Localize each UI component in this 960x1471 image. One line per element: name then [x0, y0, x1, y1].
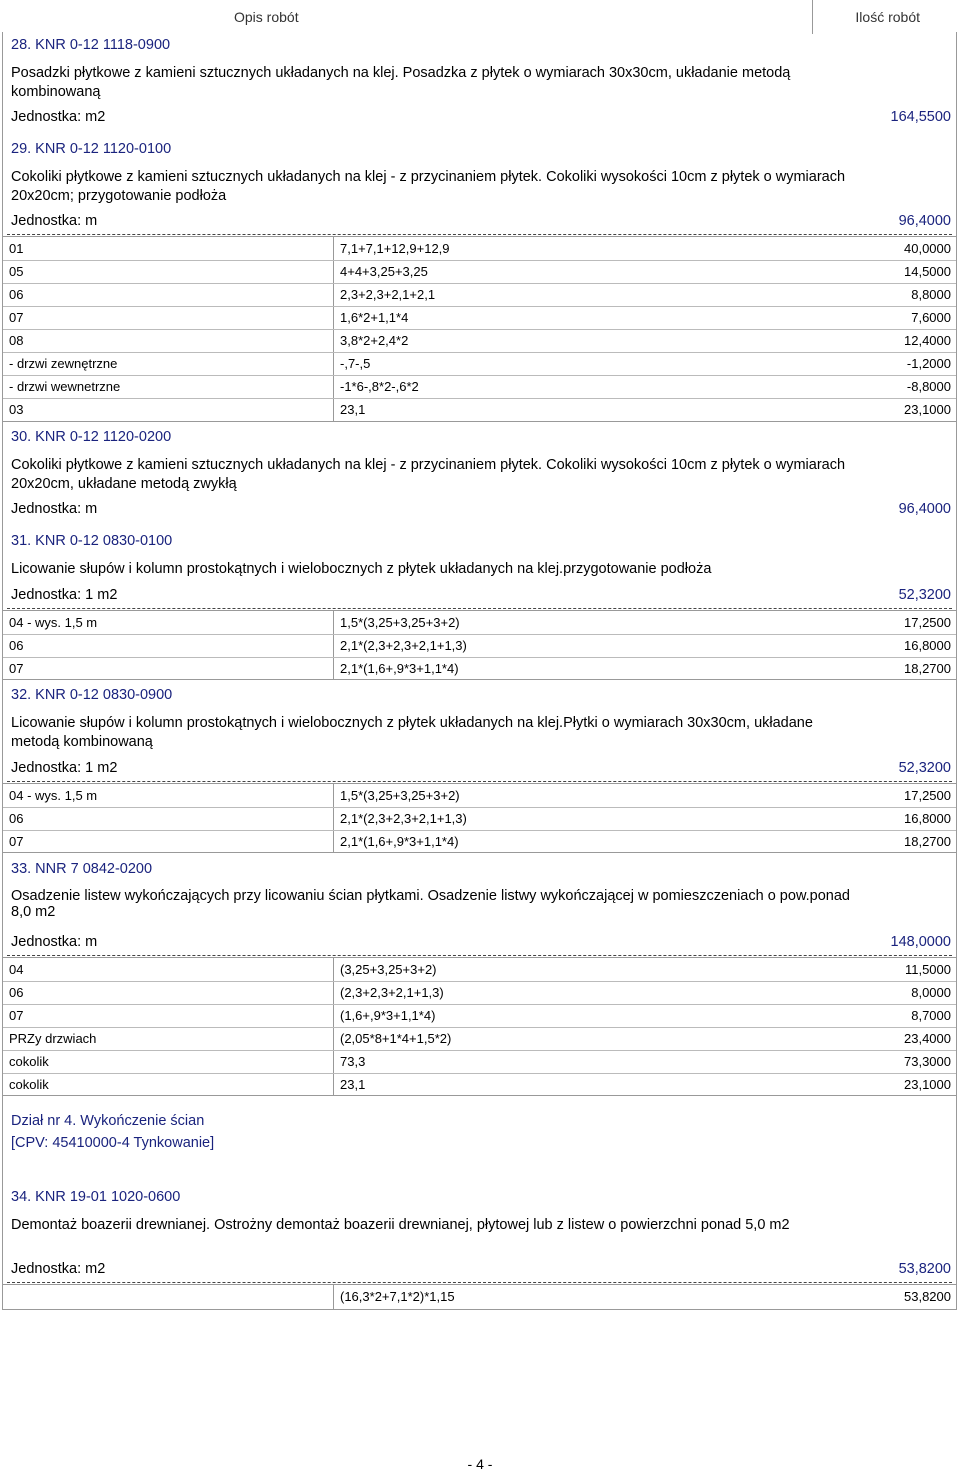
row-label: 03 [9, 402, 24, 417]
row-value: 23,1000 [904, 1077, 951, 1092]
item-title: 30. KNR 0-12 1120-0200 [11, 429, 172, 445]
row-label: 05 [9, 264, 24, 279]
item-unit-row [11, 109, 951, 129]
item-description: Cokoliki płytkowe z kamieni sztucznych układanych na klej - z przycinaniem płytek. Cokoliki wysokości 10cm z płytek o wymiarach 20x20cm; przygotowanie podłoża [11, 169, 846, 204]
row-formula: 73,3 [340, 1054, 366, 1069]
row-formula: 2,1*(1,6+,9*3+1,1*4) [340, 834, 459, 849]
item-title: 31. KNR 0-12 0830-0100 [11, 533, 173, 549]
row-value: 14,5000 [904, 264, 951, 279]
page-number: - 4 - [467, 1456, 493, 1471]
item-unit-row [11, 760, 951, 780]
row-value: 53,8200 [904, 1289, 951, 1304]
unit-total: 52,3200 [898, 760, 951, 776]
row-value: 12,4000 [904, 333, 951, 348]
row-label: 08 [9, 333, 24, 348]
row-formula: 1,5*(3,25+3,25+3+2) [340, 615, 460, 630]
row-formula: (2,3+2,3+2,1+1,3) [340, 985, 444, 1000]
unit-total: 164,5500 [890, 109, 951, 125]
item-unit-row [11, 213, 951, 233]
division-title: Dział nr 4. Wykończenie ścian [11, 1113, 205, 1129]
table-row [3, 283, 956, 306]
row-value: -1,2000 [906, 356, 951, 371]
item-unit-row [11, 934, 951, 954]
table-row [3, 830, 956, 853]
row-label: cokolik [9, 1054, 49, 1069]
measurement-rows [3, 957, 956, 1096]
row-formula: 23,1 [340, 1077, 366, 1092]
table-row [3, 306, 956, 329]
table-row [3, 958, 956, 981]
dashed-separator [7, 608, 952, 609]
row-formula: 4+4+3,25+3,25 [340, 264, 428, 279]
row-value: 23,4000 [904, 1031, 951, 1046]
row-label: 04 [9, 962, 24, 977]
table-row [3, 1285, 956, 1308]
item-title: 28. KNR 0-12 1118-0900 [11, 37, 171, 53]
row-value: 8,8000 [911, 287, 951, 302]
row-formula: 23,1 [340, 402, 366, 417]
row-formula: (3,25+3,25+3+2) [340, 962, 437, 977]
dashed-separator [7, 781, 952, 782]
item-unit-row [11, 1261, 951, 1281]
row-formula: 2,3+2,3+2,1+2,1 [340, 287, 436, 302]
unit-label: Jednostka: m2 [11, 109, 106, 125]
row-formula: -1*6-,8*2-,6*2 [340, 379, 419, 394]
item-description: Posadzki płytkowe z kamieni sztucznych układanych na klej. Posadzka z płytek o wymiarach 30x30cm, układanie metodą kombinowaną [11, 65, 791, 100]
row-label: 06 [9, 811, 24, 826]
row-value: 11,5000 [904, 962, 951, 977]
dashed-separator [7, 234, 952, 235]
row-value: 7,6000 [911, 310, 951, 325]
table-row [3, 329, 956, 352]
item-unit-row [11, 587, 951, 607]
row-value: 16,8000 [904, 811, 951, 826]
column-header-quantity: Ilość robót [855, 9, 920, 25]
table-row [3, 260, 956, 283]
row-label: 04 - wys. 1,5 m [9, 615, 98, 630]
measurement-rows [3, 236, 956, 422]
item-description: Licowanie słupów i kolumn prostokątnych i wielobocznych z płytek układanych na klej.Płytki o wymiarach 30x30cm, układane metodą kombinowaną [11, 715, 813, 750]
item-description: Licowanie słupów i kolumn prostokątnych i wielobocznych z płytek układanych na klej.przygotowanie podłoża [11, 561, 712, 577]
table-row [3, 1004, 956, 1027]
row-formula: 1,6*2+1,1*4 [340, 310, 409, 325]
item-title: 33. NNR 7 0842-0200 [11, 861, 153, 877]
table-row [3, 1050, 956, 1073]
unit-total: 96,4000 [898, 501, 951, 517]
table-row [3, 784, 956, 807]
row-formula: (1,6+,9*3+1,1*4) [340, 1008, 436, 1023]
table-row [3, 657, 956, 680]
row-value: 8,0000 [911, 985, 951, 1000]
unit-label: Jednostka: m [11, 213, 98, 229]
header-divider [812, 0, 813, 34]
item-unit-row [11, 501, 951, 521]
row-formula: 2,1*(2,3+2,3+2,1+1,3) [340, 638, 467, 653]
row-label: - drzwi zewnętrzne [9, 356, 118, 371]
row-value: 23,1000 [904, 402, 951, 417]
row-value: 18,2700 [904, 661, 951, 676]
row-value: 8,7000 [911, 1008, 951, 1023]
unit-label: Jednostka: 1 m2 [11, 760, 118, 776]
unit-total: 96,4000 [898, 213, 951, 229]
row-label: 01 [9, 241, 24, 256]
item-description: Demontaż boazerii drewnianej. Ostrożny demontaż boazerii drewnianej, płytowej lub z listew o powierzchni ponad 5,0 m2 [11, 1217, 790, 1233]
unit-total: 52,3200 [898, 587, 951, 603]
unit-total: 148,0000 [890, 934, 951, 950]
row-formula: -,7-,5 [340, 356, 371, 371]
row-value: 40,0000 [904, 241, 951, 256]
table-row [3, 981, 956, 1004]
table-row [3, 237, 956, 260]
row-value: 18,2700 [904, 834, 951, 849]
row-label: 06 [9, 287, 24, 302]
item-title: 34. KNR 19-01 1020-0600 [11, 1189, 181, 1205]
row-value: 16,8000 [904, 638, 951, 653]
row-formula: 2,1*(1,6+,9*3+1,1*4) [340, 661, 459, 676]
measurement-rows [3, 1284, 956, 1310]
unit-label: Jednostka: m [11, 934, 98, 950]
item-description: Osadzenie listew wykończających przy licowaniu ścian płytkami. Osadzenie listwy wykończającej w pomieszczeniach o pow.ponad 8,0 m2 [11, 888, 850, 920]
row-formula: 7,1+7,1+12,9+12,9 [340, 241, 450, 256]
dashed-separator [7, 1282, 952, 1283]
row-label: 07 [9, 1008, 24, 1023]
row-formula: 2,1*(2,3+2,3+2,1+1,3) [340, 811, 467, 826]
measurement-rows [3, 610, 956, 680]
row-label: cokolik [9, 1077, 49, 1092]
table-row [3, 1073, 956, 1096]
item-title: 29. KNR 0-12 1120-0100 [11, 141, 172, 157]
table-row [3, 398, 956, 421]
row-label: 06 [9, 638, 24, 653]
division-cpv: [CPV: 45410000-4 Tynkowanie] [11, 1135, 215, 1151]
table-row [3, 634, 956, 657]
row-value: 17,2500 [904, 615, 951, 630]
row-formula: 3,8*2+2,4*2 [340, 333, 409, 348]
table-header [0, 0, 960, 34]
item-title: 32. KNR 0-12 0830-0900 [11, 687, 173, 703]
unit-label: Jednostka: m [11, 501, 98, 517]
row-formula: 1,5*(3,25+3,25+3+2) [340, 788, 460, 803]
row-label: 07 [9, 661, 24, 676]
unit-label: Jednostka: 1 m2 [11, 587, 118, 603]
column-header-description: Opis robót [234, 9, 299, 25]
row-label: 06 [9, 985, 24, 1000]
row-label: - drzwi wewnetrzne [9, 379, 121, 394]
measurement-rows [3, 783, 956, 853]
row-formula: (16,3*2+7,1*2)*1,15 [340, 1289, 455, 1304]
table-row [3, 807, 956, 830]
unit-total: 53,8200 [898, 1261, 951, 1277]
row-label: 07 [9, 310, 24, 325]
row-value: -8,8000 [906, 379, 951, 394]
row-label: PRZy drzwiach [9, 1031, 97, 1046]
row-label: 04 - wys. 1,5 m [9, 788, 98, 803]
row-label: 07 [9, 834, 24, 849]
dashed-separator [7, 955, 952, 956]
row-value: 73,3000 [904, 1054, 951, 1069]
item-description: Cokoliki płytkowe z kamieni sztucznych układanych na klej - z przycinaniem płytek. Cokoliki wysokości 10cm z płytek o wymiarach 20x20cm, układane metodą zwykłą [11, 457, 846, 492]
table-row [3, 611, 956, 634]
unit-label: Jednostka: m2 [11, 1261, 106, 1277]
row-value: 17,2500 [904, 788, 951, 803]
cost-table [2, 32, 957, 1310]
table-row [3, 375, 956, 398]
row-formula: (2,05*8+1*4+1,5*2) [340, 1031, 452, 1046]
table-row [3, 352, 956, 375]
table-row [3, 1027, 956, 1050]
